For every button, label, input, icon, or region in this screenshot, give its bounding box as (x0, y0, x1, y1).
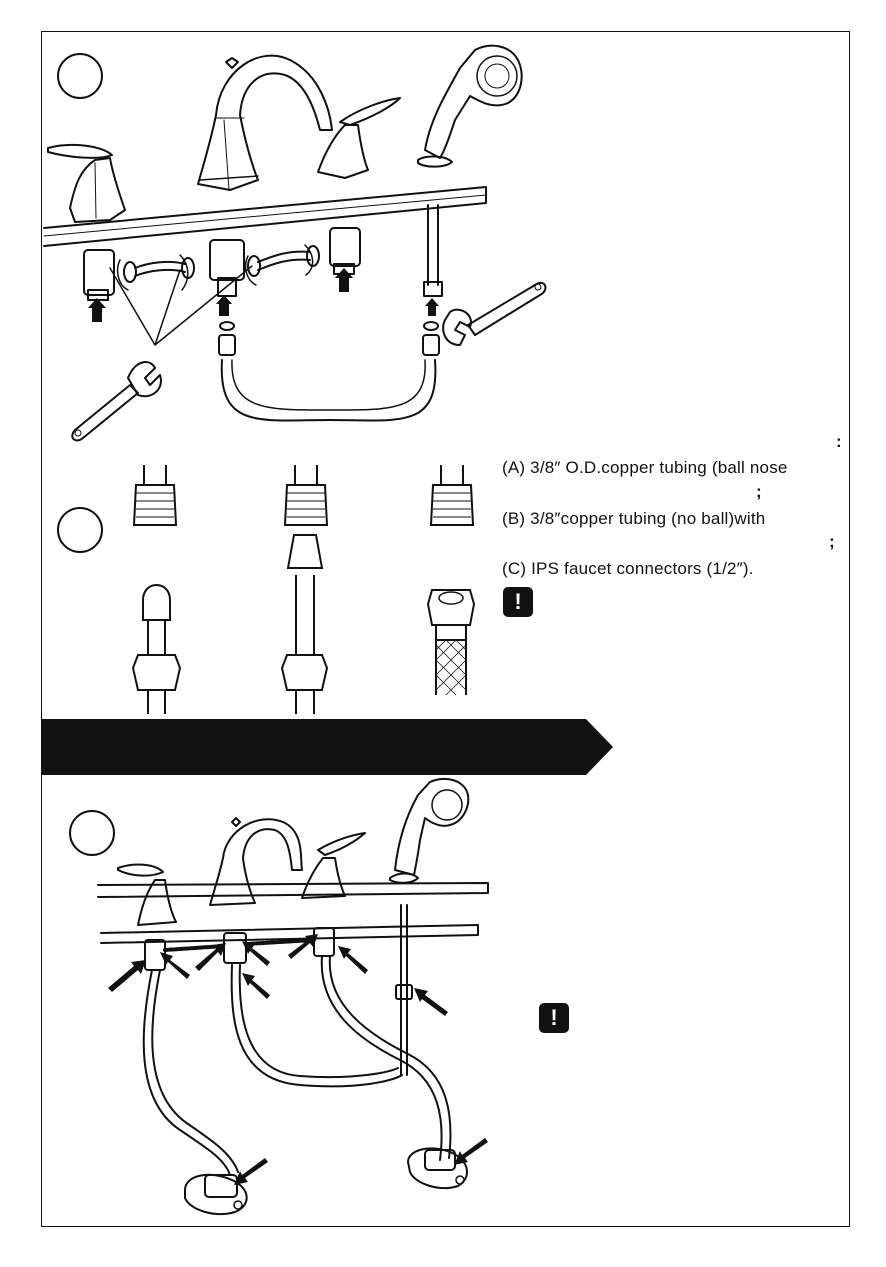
section-banner (41, 719, 613, 775)
tubing-option-a: (A) 3/8″ O.D.copper tubing (ball nose (502, 458, 788, 477)
spout (198, 56, 332, 190)
semicolon-mark-2: ; (829, 532, 835, 551)
wrench-right (468, 283, 545, 335)
wrench-left (72, 385, 138, 440)
tubing-option-b: (B) 3/8″copper tubing (no ball)with (502, 509, 766, 528)
tubing-option-c: (C) IPS faucet connectors (1/2″). (502, 559, 754, 578)
colon-mark: : (836, 432, 842, 451)
exclamation-warning-icon: ! (503, 587, 533, 617)
right-handle (318, 125, 368, 178)
exclamation-warning-icon: ! (539, 1003, 569, 1033)
semicolon-mark-1: ; (756, 482, 762, 501)
hand-shower (425, 46, 522, 158)
left-handle (70, 158, 125, 222)
